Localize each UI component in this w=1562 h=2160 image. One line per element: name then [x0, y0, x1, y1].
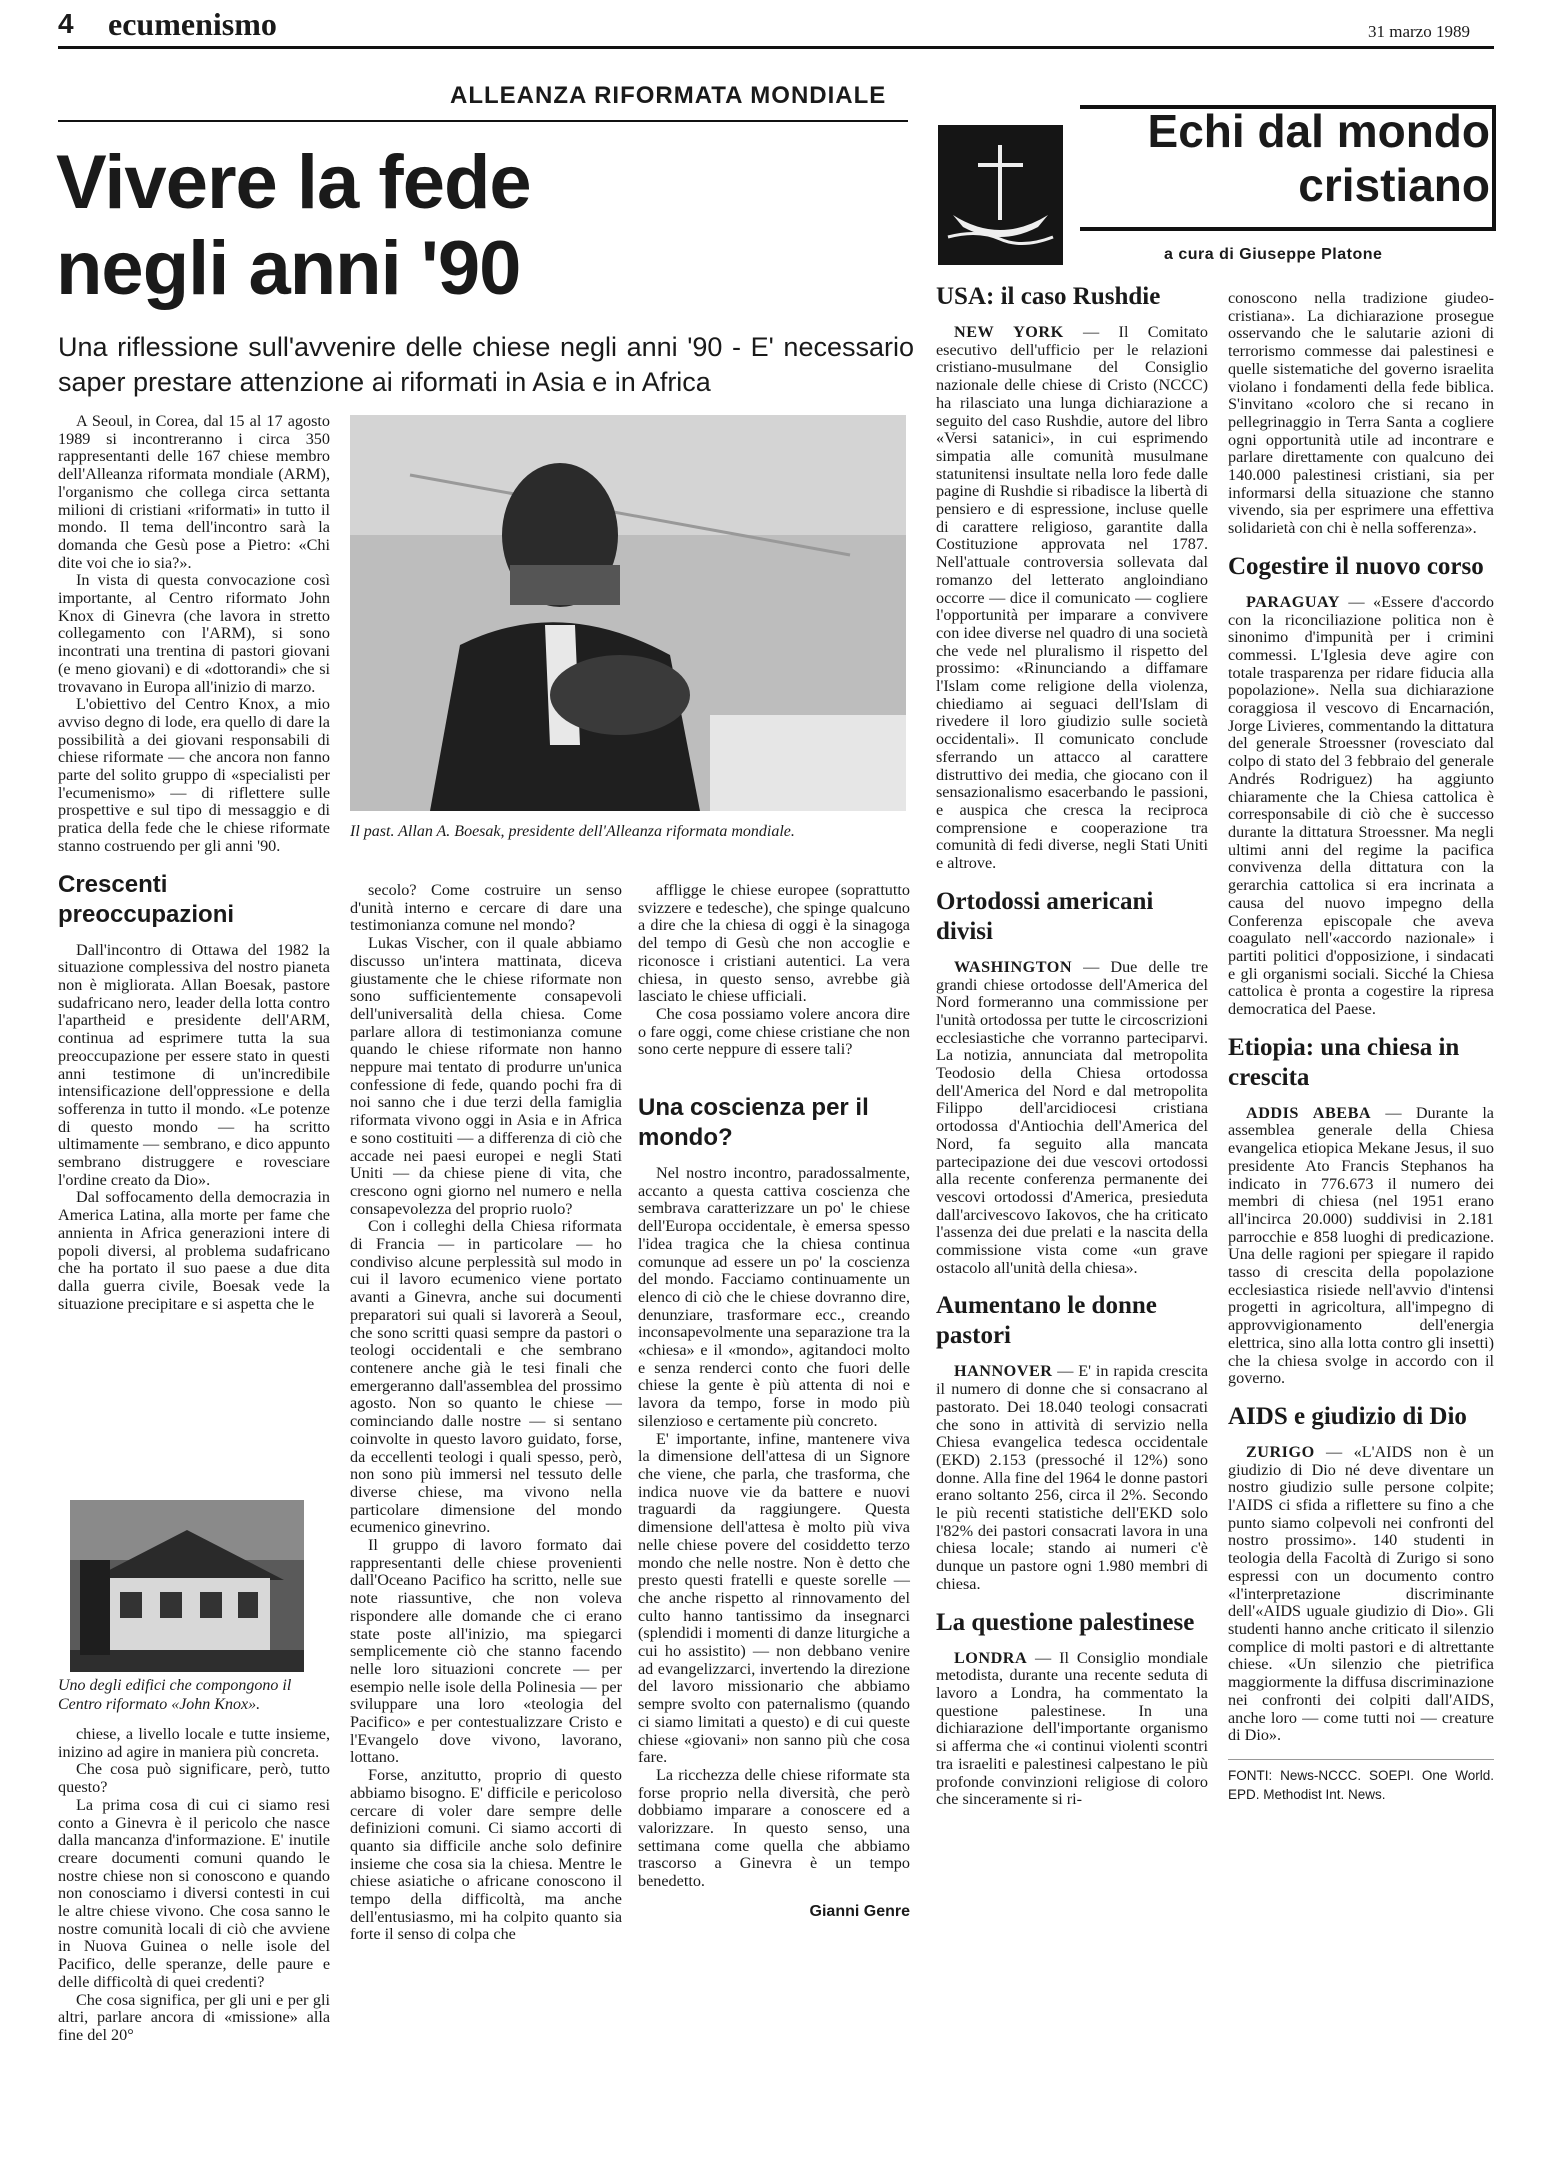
paragraph: chiese, a livello locale e tutte insieme, inizino ad agire in maniera più concreta. [58, 1725, 330, 1761]
news-text: — E' in rapida crescita il numero di donne che si consacrano al pastorato. Dei 18.040 teologi consacrati che sono in attività di servizio nella Chiesa evangelica tedesca occidentale (EKD) 2.153 (pressoché il 12%) sono donne. Alla fine del 1964 le donne pastori erano soltanto 256, circa il 2%. Secondo le più recenti statistiche dell'EKD solo l'82% dei pastori consacrati lavora in una chiesa locale; stando ai numeri c'è dunque un pastore ogni 1.980 membri di chiesa. [936, 1362, 1209, 1593]
subhead-coscienza: Una coscienza per il mondo? [638, 1094, 869, 1152]
paragraph: La prima cosa di cui ci siamo resi conto a Ginevra è il pericolo che nasce dalla mancanza d'informazione. E' inutile creare documenti comuni quando le nostre chiese non si conoscono e quando non conosciamo i diversi contesti in cui le altre chiese vivono. Che cosa sanno le nostre comunità locali di ciò che avviene in Nuova Guinea o nelle isole del Pacifico, delle speranze, delle paure e delle difficoltà di quei credenti? [58, 1795, 330, 1991]
column-3-text-a [638, 882, 910, 1059]
news-headline: La questione palestinese [936, 1608, 1195, 1636]
kicker-rule [58, 120, 908, 122]
news-text: — «Essere d'accordo con la riconciliazione politica non è sinonimo d'impunità per i crimini commessi. L'Iglesia deve agire con totale trasparenza per ridare fiducia alla popolazione». Nella sua dichiarazione coraggiosa il vescovo di Encarnación, Jorge Livieres, commentando la dittatura del generale Stroessner (rovesciato dal colpo di stato del 3 febbraio del generale Andrés Rodriguez) ha aggiunto chiaramente che la Chiesa cattolica è corresponsabile di ciò che è successo durante la dittatura Stroessner. Ma negli ultimi anni del regime la pacifica convivenza della dittatura con la gerarchia cattolica si era incrinata a causa del nuovo impegno della Conferenza episcopale che aveva coagulato nell'«accordo nazionale» i partiti politici d'opposizione, i sindacati e gli organismi sociali. Sicché la Chiesa cattolica è pronta a cogestire la ripresa democratica del Paese. [1228, 592, 1495, 1019]
paragraph: secolo? Come costruire un senso d'unità interno e cercare di dare una testimonianza comune nel mondo? [350, 881, 622, 935]
paragraph: Che cosa significa, per gli uni e per gli altri, parlare ancora di «missione» alla fine del 20° [58, 1990, 330, 2044]
news-dateline: PARAGUAY [1246, 592, 1340, 611]
author-signature: Gianni Genre [809, 1902, 910, 1920]
echi-byline: a cura di Giuseppe Platone [1164, 246, 1383, 263]
news-body [1228, 594, 1494, 1019]
article-kicker: ALLEANZA RIFORMATA MONDIALE [450, 82, 887, 109]
news-text: — Il Consiglio mondiale metodista, durante una recente seduta di lavoro a Londra, ha commentato la questione palestinese. In una dichiarazione dell'importante organismo si afferma che «i continui violenti scontri tra israeliti e palestinesi calpestano le più profonde convinzioni religiose di coloro che sinceramente si ri- [936, 1648, 1208, 1809]
news-body [1228, 1444, 1494, 1745]
article-column-1-continued [58, 1726, 330, 2045]
news-body [1228, 1105, 1494, 1388]
column-1-text-b [58, 942, 330, 1314]
paragraph: A Seoul, in Corea, dal 15 al 17 agosto 1989 si incontreranno i circa 350 rappresentanti delle 167 chiese membro dell'Alleanza riformata mondiale (ARM), l'organismo che collega circa settanta milioni di cristiani «riformati» in tutto il mondo. Il tema dell'incontro sarà la domanda che Gesù pose a Pietro: «Chi dite voi che io sia?». [58, 412, 330, 572]
paragraph: Forse, anzitutto, proprio di questo abbiamo bisogno. E' difficile e pericoloso cercare di voler dare sempre delle definizioni comuni. Ci siamo accorti di quanto sia difficile anche solo definire insieme che cosa sia la chiesa. Mentre le chiese asiatiche o africane conoscono il tempo della difficoltà, ma anche dell'entusiasmo, mi ha colpito quanto sia forte il senso di colpa che [350, 1766, 622, 1944]
paragraph: Dall'incontro di Ottawa del 1982 la situazione complessiva del nostro pianeta non è migliorata. Allan Boesak, pastore sudafricano nero, leader della lotta contro l'apartheid e presidente dell'ARM, continua ad esprimere tutta la sua preoccupazione per essere stato in questi anni testimone di un'incredibile intensificazione dell'oppressione e della sofferenza in tutto il mondo. «Le potenze di questo mondo — ha scritto ultimamente — sembrano, e dico appunto sembrano distruggere e rovesciare l'ordine creato da Dio». [58, 940, 330, 1189]
news-body [936, 1650, 1208, 1809]
article-deck: Una riflessione sull'avvenire delle chiese negli anni '90 - E' necessario saper prestare attenzione ai riformati in Asia e in Africa [58, 332, 914, 397]
news-text: — «L'AIDS non è un giudizio di Dio né deve diventare un nostro giudizio sulle persone colpite; l'AIDS ci sfida a riflettere su fino a che punto siamo colpevoli nei confronti del nostro prossimo». 140 studenti in teologia della Facoltà di Zurigo si sono espressi con un documento contro «l'interpretazione discriminante dell'«AIDS uguale giudizio di Dio». Gli studenti hanno anche criticato il silenzio complice di molti pastori e di altrettante chiese. «Un silenzio che pietrifica maggiormente la diffusa discriminazione nei confronti dei colpiti dall'AIDS, anche loro — come tutti noi — creature di Dio». [1228, 1442, 1495, 1745]
sources-note: FONTI: News-NCCC. SOEPI. One World. EPD. Methodist Int. News. [1228, 1759, 1494, 1804]
news-body [936, 324, 1208, 873]
article-column-1 [58, 413, 330, 1313]
paragraph: affligge le chiese europee (soprattutto svizzere e tedesche), che spinge qualcuno a dire che la chiesa di oggi è la sinagoga del tempo di Gesù che non accoglie e riconosce i cristiani autentici. La vera chiesa, in questo senso, avrebbe già lasciato le chiese ufficiali. [638, 881, 910, 1006]
page-number: 4 [58, 8, 74, 39]
subhead-crescenti: Crescenti preoccupazioni [58, 870, 235, 928]
news-headline: Etiopia: una chiesa in crescita [1228, 1033, 1460, 1091]
column-1-text-c [58, 1726, 330, 2045]
paragraph: Che cosa possiamo volere ancora dire o fare oggi, come chiese cristiane che non sono certe neppure di essere tali? [638, 1004, 910, 1059]
article-column-2 [350, 882, 622, 1944]
header-rule [58, 46, 1494, 49]
section-title: ecumenismo [108, 6, 277, 42]
boesak-illustration [350, 415, 906, 811]
paragraph: Con i colleghi della Chiesa riformata di Francia — in particolare — ho condiviso alcune perplessità sul modo in cui il lavoro ecumenico viene portato avanti a Ginevra, anche sui documenti preparatori sui quali si lavorerà a Seoul, che sono scritti quasi sempre da pastori o teologi occidentali e che sembrano contenere anche già le tesi finali che emergeranno dall'assemblea del prossimo agosto. Non so quanto le chiese — cominciando dalle nostre — si sentano coinvolte in questo lavoro guidato, forse, da eccellenti teologi i quali spesso, però, non sono più immersi nel tessuto delle diverse chiese, ma vivono nella particolare dimensione del mondo ecumenico ginevrino. [350, 1217, 622, 1537]
news-headline: USA: il caso Rushdie [936, 283, 1161, 310]
news-dateline: ADDIS ABEBA [1246, 1103, 1372, 1122]
column-2-text [350, 882, 622, 1944]
echi-title-line-1: Echi dal mondo [1147, 105, 1490, 157]
issue-date: 31 marzo 1989 [1368, 22, 1470, 41]
echi-column-b-text [1228, 552, 1494, 1745]
paragraph: Il gruppo di lavoro formato dai rappresentanti delle chiese provenienti dall'Oceano Pacifico ha scritto, nelle sue note riassuntive, che non voleva rispondere alle domande che ci erano state poste all'inizio, ma spiegarci semplicemente ciò che stanno facendo nelle loro situazioni concrete — per esempio nelle isole della Polinesia — per sviluppare una loro «teologia del Pacifico» e per contestualizzare Cristo e l'Evangelo dove vivono, lavorano, lottano. [350, 1536, 622, 1767]
column-3-text-b [638, 1165, 910, 1891]
boesak-photo [350, 415, 906, 811]
article-headline [56, 140, 916, 312]
news-text: — Durante la assemblea generale della Chiesa evangelica etiopica Mekane Jesus, il suo presidente Ato Francis Stephanos ha indicato in 776.673 il numero dei membri di chiesa (nel 1951 erano all'incirca 20.000) suddivisi in 2.181 parrocchie e 858 luoghi di predicazione. Una delle ragioni per spiegare il rapido tasso di crescita della popolazione ecclesiastica risiede nell'avvio d'intensi progetti in agricoltura, all'impegno di approvvigionamento dell'energia elettrica, sino alla lotta contro gli insetti) che la chiesa svolge in accordo con il governo. [1228, 1103, 1494, 1388]
news-dateline: WASHINGTON [954, 957, 1073, 976]
news-dateline: NEW YORK [954, 323, 1064, 341]
echi-title-line-2: cristiano [1298, 159, 1490, 211]
news-dateline: ZURIGO [1246, 1442, 1315, 1461]
news-headline: Cogestire il nuovo corso [1228, 552, 1484, 580]
echi-title [1090, 104, 1490, 212]
news-body [936, 1363, 1208, 1593]
paragraph: In vista di questa convocazione così importante, al Centro riformato John Knox di Ginevra (che lavora in stretto collegamento con l'ARM), si sono incontrati una trentina di pastori giovani (e meno giovani) e di «dottorandi» che si trovavano in Europa all'inizio di marzo. [58, 571, 330, 696]
paragraph: L'obiettivo del Centro Knox, a mio avviso degno di lode, era quello di dare la possibilità a dei giovani responsabili di chiese riformate — che ancora non fanno parte del solito gruppo di «specialisti per l'ecumenismo» — di riflettere sulle prospettive e sul tipo di messaggio e di pratica della fede che le chiese riformate stanno costruendo per gli anni '90. [58, 695, 330, 855]
news-headline: Aumentano le donne pastori [936, 1292, 1157, 1350]
headline-line-2: negli anni '90 [56, 226, 521, 311]
news-text: — Due delle tre grandi chiese ortodosse dell'America del Nord formeranno una commissione per l'unità ortodossa per tutte le circoscrizioni ecclesiastiche che vorranno parteciparvi. La notizia, annunciata dal metropolita Teodosio della Chiesa ortodossa dell'America del Nord e dal metropolita Filippo dell'arcidiocesi cristiana ortodossa d'Antiochia dell'America del Nord, fa seguito alla mancata partecipazione dei due vescovi ortodossi alla recente conferenza permanente dei vescovi ortodossi d'America, presieduta dall'arcivescovo Iakovos, che ha criticato l'assenza dei due prelati e la nascita della commissione vista come «un grave ostacolo all'unità della chiesa». [936, 957, 1209, 1277]
echi-column-a [936, 282, 1208, 1809]
news-headline: Ortodossi americani divisi [936, 887, 1154, 945]
news-text: — Il Comitato esecutivo dell'ufficio per le relazioni cristiano-musulmane del Consiglio nazionale delle chiese di Cristo (NCCC) ha rilasciato una lunga dichiarazione a seguito del caso Rushdie, autore del libro «Versi satanici», in cui esprimendo simpatia alle comunità musulmane statunitensi insultate nella loro fede dalle pagine di Rushdie si ribadisce la libertà di pensiero e di espressione, incluse quelle di carattere religioso, garantite dalla Costituzione approvata nel 1787. Nell'attuale controversia sollevata dal romanzo del letterato angloindiano occorre — dice il comunicato — cogliere l'opportunità per imparare a convivere con idee diverse nel quadro di una società che vede nel pluralismo il rispetto del prossimo: «Rinunciando a diffamare l'Islam come religione della violenza, chiediamo ai seguaci dell'Islam di rivedere il loro giudizio sulle società occidentali». Il comunicato conclude sferrando un attacco al carattere distruttivo dei media, che giocano con il sensazionalismo esacerbando le passioni, e auspica che cresca la reciproca comprensione e cooperazione tra comunità di fedi diverse, negli Stati Uniti e altrove. [936, 323, 1209, 873]
building-caption: Uno degli edifici che compongono il Centro riformato «John Knox». [58, 1677, 292, 1713]
echi-column-a-text [936, 282, 1208, 1809]
news-dateline: LONDRA [954, 1648, 1028, 1667]
paragraph: Lukas Vischer, con il quale abbiamo discusso un'intera mattinata, diceva giustamente che le chiese riformate non sono sufficientemente consapevoli dell'universalità della chiesa. Come parlare allora di testimonianza comune quando le chiese riformate non hanno neppure mai tentato di produrre un'unica confessione di fede, quando pochi fra di noi sanno che i due terzi della famiglia riformata vivono oggi in Asia e in Africa e sono costituiti — a differenza di ciò che accade nei paesi europei e negli Stati Uniti — da chiese piene di vita, che crescono ogni giorno nel numero e nella consapevolezza del proprio ruolo? [350, 934, 622, 1218]
boat-logo [938, 125, 1063, 265]
news-body [936, 959, 1208, 1278]
headline-line-1: Vivere la fede [56, 140, 531, 225]
paragraph: Nel nostro incontro, paradossalmente, accanto a questa cattiva coscienza che sembrava caratterizzare un po' le chiese dell'Europa occidentale, è emersa spesso l'idea tragica che la chiesa continua comunque ad essere un po' la coscienza del mondo. Facciamo continuamente un elenco di ciò che le chiese dovranno dire, denunziare, trasformare ecc., creando inconsapevolmente una separazione tra la «chiesa» e il «mondo», agitandoci molto e senza renderci conto che fuori delle chiese la gente è più attenta di noi e lavora da tempo, forse in modo più silenzioso e certamente più concreto. [638, 1164, 910, 1430]
article-column-3 [638, 882, 910, 1921]
news-dateline: HANNOVER [954, 1362, 1053, 1381]
building-illustration [70, 1500, 304, 1672]
boesak-caption: Il past. Allan A. Boesak, presidente dell'Alleanza riformata mondiale. [350, 823, 795, 840]
building-photo [70, 1500, 304, 1672]
paragraph: E' importante, infine, mantenere viva la dimensione dell'attesa di un Signore che viene, che parla, che trasforma, che indica nuove vie da battere e nuovi traguardi da raggiungere. Questa dimensione dell'attesa è molto più viva nelle chiese povere del cosiddetto terzo mondo che nelle nostre. Non è detto che presto questi fratelli e queste sorelle — che anche rispetto al rinnovamento del culto hanno tantissimo da insegnarci (splendidi i momenti di danze liturgiche a cui ho assistito) — non debbano venire ad evangelizzarci, invertendo la direzione del lavoro missionario che abbiamo sempre svolto con paternalismo (quando ci siamo limitati a questo) e di cui queste chiese «giovani» non sanno più che cosa fare. [638, 1429, 910, 1767]
echi-column-b-intro: conoscono nella tradizione giudeo-cristiana». La dichiarazione prosegue osservando che le salutarie azioni di terrorismo commesse dai palestinesi e quelle sistematiche del governo israelita violano i fondamenti della fede biblica. S'invitano «coloro che si recano in pellegrinaggio in Terra Santa a cogliere ogni opportunità utile ad incontrare e parlare direttamente con qualcuno dei 140.000 palestinesi cristiani, sia per informarsi della situazione che stanno vivendo, sia per esprimere una effettiva solidarietà con chi è nella sofferenza». [1228, 289, 1494, 538]
column-1-text-a [58, 413, 330, 856]
paragraph: La ricchezza delle chiese riformate sta forse proprio nella diversità, che però dobbiamo imparare a conoscere ed a valorizzare. In questo senso, una settimana come quella che abbiamo trascorso a Ginevra è un tempo benedetto. [638, 1765, 910, 1891]
paragraph: Dal soffocamento della democrazia in America Latina, alla morte per fame che annienta in Africa generazioni intere di popoli diversi, al problema sudafricano che ha portato il suo paese a due dita dalla guerra civile, Boesak vede la situazione precipitare e si aspetta che le [58, 1188, 330, 1313]
boat-icon [938, 125, 1063, 265]
news-headline: AIDS e giudizio di Dio [1228, 1402, 1467, 1430]
echi-column-b [1228, 290, 1494, 1804]
paragraph: Che cosa può significare, però, tutto questo? [58, 1760, 330, 1797]
